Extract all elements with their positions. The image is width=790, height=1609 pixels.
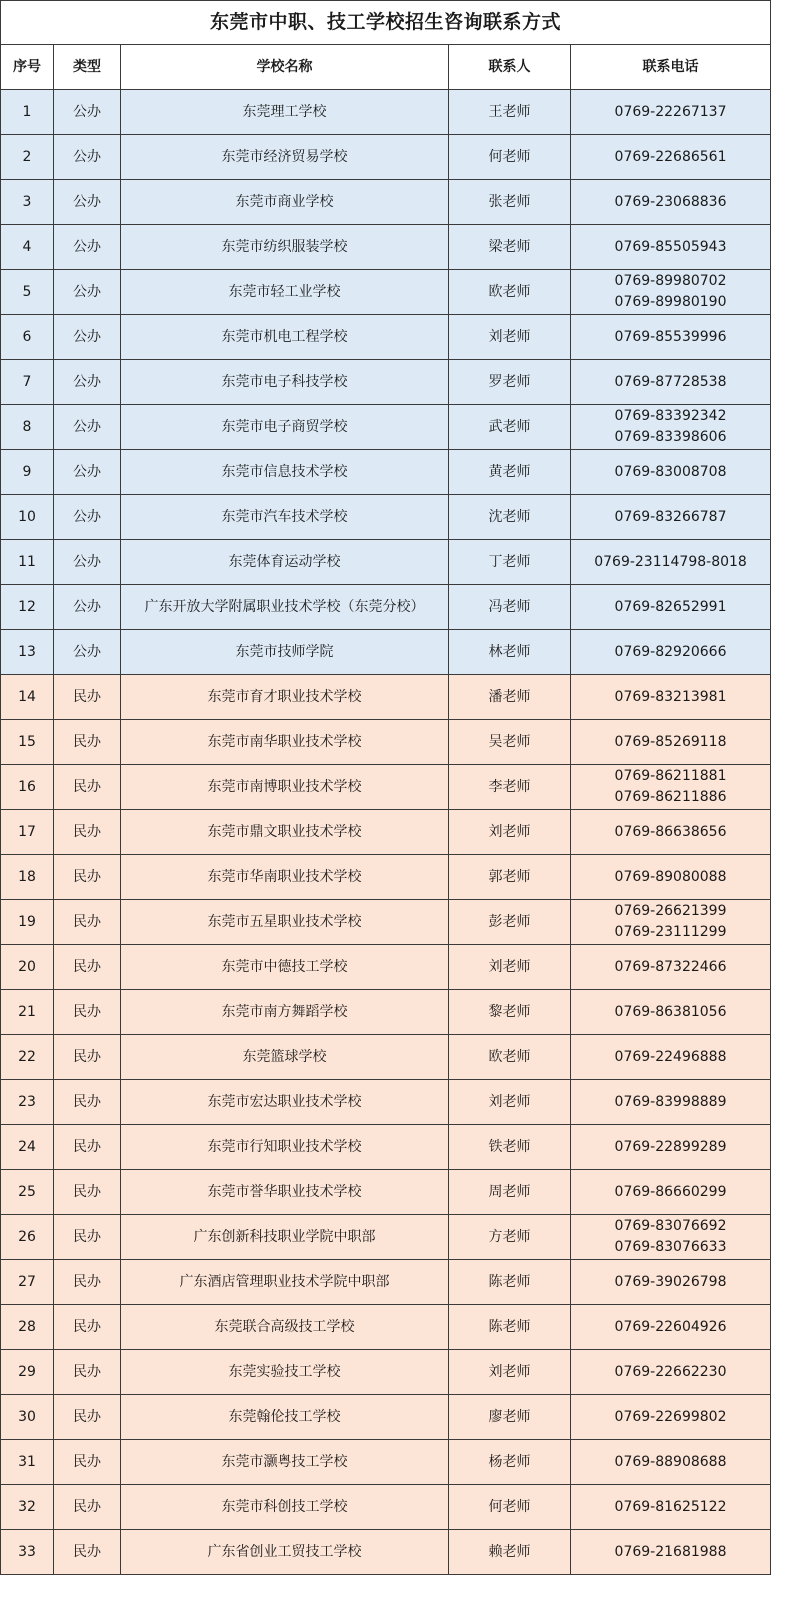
cell-phone xyxy=(571,630,771,675)
cell-phone xyxy=(571,225,771,270)
cell-type: 民办 xyxy=(54,1350,121,1395)
cell-index: 21 xyxy=(1,990,54,1035)
cell-type: 民办 xyxy=(54,1485,121,1530)
phone-number: 0769-86381056 xyxy=(614,1003,727,1020)
phone-number: 0769-23111299 xyxy=(614,924,727,940)
phone-number: 0769-86660299 xyxy=(614,1183,727,1200)
cell-index: 17 xyxy=(1,810,54,855)
cell-phone xyxy=(571,1170,771,1215)
table-row xyxy=(1,675,771,720)
cell-index: 14 xyxy=(1,675,54,720)
table-row xyxy=(1,1305,771,1350)
phone-number: 0769-22699802 xyxy=(614,1408,727,1425)
cell-type: 民办 xyxy=(54,720,121,765)
cell-contact: 冯老师 xyxy=(449,585,571,630)
cell-index: 19 xyxy=(1,900,54,945)
cell-phone xyxy=(571,135,771,180)
cell-school-name: 东莞市科创技工学校 xyxy=(121,1485,449,1530)
table-row xyxy=(1,1035,771,1080)
cell-school-name: 东莞市华南职业技术学校 xyxy=(121,855,449,900)
table-row xyxy=(1,315,771,360)
phone-number: 0769-82920666 xyxy=(614,643,727,660)
cell-school-name: 东莞市电子商贸学校 xyxy=(121,405,449,450)
phone-number: 0769-22899289 xyxy=(614,1138,727,1155)
cell-school-name: 东莞实验技工学校 xyxy=(121,1350,449,1395)
table-row xyxy=(1,855,771,900)
phone-number: 0769-22496888 xyxy=(614,1048,727,1065)
table-body xyxy=(1,90,771,1575)
cell-contact: 林老师 xyxy=(449,630,571,675)
table-row xyxy=(1,180,771,225)
header-contact: 联系人 xyxy=(449,45,571,90)
cell-type: 民办 xyxy=(54,675,121,720)
cell-phone xyxy=(571,900,771,945)
cell-type: 民办 xyxy=(54,855,121,900)
cell-phone xyxy=(571,405,771,450)
cell-contact: 张老师 xyxy=(449,180,571,225)
phone-number: 0769-83076633 xyxy=(614,1239,727,1255)
cell-type: 公办 xyxy=(54,585,121,630)
table-row xyxy=(1,540,771,585)
cell-index: 22 xyxy=(1,1035,54,1080)
cell-school-name: 东莞市南华职业技术学校 xyxy=(121,720,449,765)
cell-type: 公办 xyxy=(54,180,121,225)
cell-contact: 刘老师 xyxy=(449,945,571,990)
phone-number: 0769-86211886 xyxy=(614,789,727,805)
phone-number: 0769-81625122 xyxy=(614,1498,727,1515)
table-row xyxy=(1,1170,771,1215)
table-row xyxy=(1,225,771,270)
cell-phone xyxy=(571,1260,771,1305)
cell-index: 13 xyxy=(1,630,54,675)
cell-contact: 陈老师 xyxy=(449,1260,571,1305)
cell-phone xyxy=(571,180,771,225)
table-row xyxy=(1,1260,771,1305)
table-row xyxy=(1,1440,771,1485)
cell-type: 民办 xyxy=(54,1080,121,1125)
cell-contact: 刘老师 xyxy=(449,810,571,855)
cell-contact: 欧老师 xyxy=(449,270,571,315)
cell-index: 15 xyxy=(1,720,54,765)
table-row xyxy=(1,1395,771,1440)
cell-type: 公办 xyxy=(54,495,121,540)
table-row xyxy=(1,1080,771,1125)
phone-number: 0769-86211881 xyxy=(614,768,727,784)
cell-phone xyxy=(571,360,771,405)
cell-contact: 潘老师 xyxy=(449,675,571,720)
cell-index: 24 xyxy=(1,1125,54,1170)
cell-index: 11 xyxy=(1,540,54,585)
cell-phone xyxy=(571,855,771,900)
phone-number: 0769-83398606 xyxy=(614,429,727,445)
cell-index: 29 xyxy=(1,1350,54,1395)
cell-school-name: 东莞篮球学校 xyxy=(121,1035,449,1080)
cell-index: 32 xyxy=(1,1485,54,1530)
cell-school-name: 东莞市宏达职业技术学校 xyxy=(121,1080,449,1125)
cell-school-name: 东莞市商业学校 xyxy=(121,180,449,225)
cell-type: 民办 xyxy=(54,1305,121,1350)
cell-index: 25 xyxy=(1,1170,54,1215)
cell-phone xyxy=(571,315,771,360)
cell-phone xyxy=(571,1080,771,1125)
phone-number: 0769-89080088 xyxy=(614,868,727,885)
cell-type: 民办 xyxy=(54,1125,121,1170)
cell-phone xyxy=(571,1530,771,1575)
cell-school-name: 东莞市汽车技术学校 xyxy=(121,495,449,540)
cell-school-name: 东莞市南博职业技术学校 xyxy=(121,765,449,810)
phone-number: 0769-87728538 xyxy=(614,373,727,390)
table-row xyxy=(1,1530,771,1575)
cell-school-name: 东莞市信息技术学校 xyxy=(121,450,449,495)
table-row xyxy=(1,585,771,630)
cell-school-name: 东莞联合高级技工学校 xyxy=(121,1305,449,1350)
phone-number: 0769-39026798 xyxy=(614,1273,727,1290)
table-row xyxy=(1,765,771,810)
phone-number: 0769-22686561 xyxy=(614,148,727,165)
cell-contact: 李老师 xyxy=(449,765,571,810)
cell-type: 民办 xyxy=(54,990,121,1035)
cell-type: 民办 xyxy=(54,1035,121,1080)
phone-number: 0769-26621399 xyxy=(614,903,727,919)
cell-index: 3 xyxy=(1,180,54,225)
cell-phone xyxy=(571,1350,771,1395)
cell-school-name: 广东创新科技职业学院中职部 xyxy=(121,1215,449,1260)
cell-type: 民办 xyxy=(54,900,121,945)
cell-school-name: 东莞市轻工业学校 xyxy=(121,270,449,315)
cell-school-name: 东莞市纺织服装学校 xyxy=(121,225,449,270)
phone-number: 0769-82652991 xyxy=(614,598,727,615)
cell-contact: 刘老师 xyxy=(449,1350,571,1395)
phone-number: 0769-85539996 xyxy=(614,328,727,345)
cell-contact: 罗老师 xyxy=(449,360,571,405)
cell-phone xyxy=(571,450,771,495)
cell-phone xyxy=(571,90,771,135)
cell-contact: 沈老师 xyxy=(449,495,571,540)
cell-contact: 方老师 xyxy=(449,1215,571,1260)
cell-phone xyxy=(571,720,771,765)
cell-index: 8 xyxy=(1,405,54,450)
cell-index: 16 xyxy=(1,765,54,810)
cell-index: 28 xyxy=(1,1305,54,1350)
cell-contact: 武老师 xyxy=(449,405,571,450)
cell-school-name: 广东酒店管理职业技术学院中职部 xyxy=(121,1260,449,1305)
cell-school-name: 东莞市机电工程学校 xyxy=(121,315,449,360)
cell-phone xyxy=(571,1305,771,1350)
header-school: 学校名称 xyxy=(121,45,449,90)
phone-number: 0769-83213981 xyxy=(614,688,727,705)
cell-phone xyxy=(571,1440,771,1485)
cell-index: 12 xyxy=(1,585,54,630)
phone-number: 0769-83008708 xyxy=(614,463,727,480)
cell-phone xyxy=(571,540,771,585)
cell-type: 公办 xyxy=(54,135,121,180)
cell-contact: 王老师 xyxy=(449,90,571,135)
cell-phone xyxy=(571,990,771,1035)
cell-type: 民办 xyxy=(54,765,121,810)
cell-phone xyxy=(571,675,771,720)
cell-index: 18 xyxy=(1,855,54,900)
cell-index: 7 xyxy=(1,360,54,405)
cell-school-name: 东莞市五星职业技术学校 xyxy=(121,900,449,945)
cell-contact: 丁老师 xyxy=(449,540,571,585)
cell-index: 10 xyxy=(1,495,54,540)
cell-contact: 郭老师 xyxy=(449,855,571,900)
cell-type: 民办 xyxy=(54,1260,121,1305)
cell-contact: 杨老师 xyxy=(449,1440,571,1485)
cell-contact: 铁老师 xyxy=(449,1125,571,1170)
table-row xyxy=(1,810,771,855)
cell-school-name: 广东省创业工贸技工学校 xyxy=(121,1530,449,1575)
table-row xyxy=(1,1215,771,1260)
cell-index: 9 xyxy=(1,450,54,495)
cell-school-name: 东莞市灏粤技工学校 xyxy=(121,1440,449,1485)
cell-phone xyxy=(571,765,771,810)
cell-contact: 何老师 xyxy=(449,1485,571,1530)
header-index: 序号 xyxy=(1,45,54,90)
cell-index: 2 xyxy=(1,135,54,180)
cell-school-name: 东莞市经济贸易学校 xyxy=(121,135,449,180)
cell-school-name: 东莞市育才职业技术学校 xyxy=(121,675,449,720)
phone-number: 0769-85505943 xyxy=(614,238,727,255)
cell-index: 23 xyxy=(1,1080,54,1125)
table-row xyxy=(1,495,771,540)
table-row xyxy=(1,720,771,765)
table-row xyxy=(1,945,771,990)
cell-contact: 陈老师 xyxy=(449,1305,571,1350)
phone-number: 0769-22604926 xyxy=(614,1318,727,1335)
phone-number: 0769-22267137 xyxy=(614,103,727,120)
cell-phone xyxy=(571,1215,771,1260)
cell-type: 民办 xyxy=(54,810,121,855)
phone-number: 0769-83076692 xyxy=(614,1218,727,1234)
table-row xyxy=(1,405,771,450)
cell-school-name: 东莞市鼎文职业技术学校 xyxy=(121,810,449,855)
table-row xyxy=(1,1485,771,1530)
table-title: 东莞市中职、技工学校招生咨询联系方式 xyxy=(1,1,771,45)
cell-school-name: 东莞市行知职业技术学校 xyxy=(121,1125,449,1170)
cell-school-name: 东莞市电子科技学校 xyxy=(121,360,449,405)
cell-type: 公办 xyxy=(54,540,121,585)
cell-phone xyxy=(571,270,771,315)
cell-contact: 吴老师 xyxy=(449,720,571,765)
cell-index: 30 xyxy=(1,1395,54,1440)
table-row xyxy=(1,1125,771,1170)
table-row xyxy=(1,135,771,180)
cell-type: 公办 xyxy=(54,630,121,675)
cell-contact: 何老师 xyxy=(449,135,571,180)
header-type: 类型 xyxy=(54,45,121,90)
cell-phone xyxy=(571,810,771,855)
cell-type: 公办 xyxy=(54,225,121,270)
phone-number: 0769-87322466 xyxy=(614,958,727,975)
cell-contact: 彭老师 xyxy=(449,900,571,945)
phone-number: 0769-83392342 xyxy=(614,408,727,424)
cell-phone xyxy=(571,1395,771,1440)
cell-school-name: 东莞市南方舞蹈学校 xyxy=(121,990,449,1035)
cell-index: 26 xyxy=(1,1215,54,1260)
cell-school-name: 东莞体育运动学校 xyxy=(121,540,449,585)
cell-index: 27 xyxy=(1,1260,54,1305)
phone-number: 0769-22662230 xyxy=(614,1363,727,1380)
cell-type: 公办 xyxy=(54,270,121,315)
cell-contact: 刘老师 xyxy=(449,315,571,360)
cell-contact: 欧老师 xyxy=(449,1035,571,1080)
cell-phone xyxy=(571,1125,771,1170)
table-row xyxy=(1,900,771,945)
cell-phone xyxy=(571,495,771,540)
cell-index: 5 xyxy=(1,270,54,315)
phone-number: 0769-85269118 xyxy=(614,733,727,750)
cell-contact: 刘老师 xyxy=(449,1080,571,1125)
cell-type: 民办 xyxy=(54,1395,121,1440)
table-row xyxy=(1,990,771,1035)
cell-contact: 梁老师 xyxy=(449,225,571,270)
cell-school-name: 东莞理工学校 xyxy=(121,90,449,135)
header-phone: 联系电话 xyxy=(571,45,771,90)
table-row xyxy=(1,270,771,315)
cell-index: 33 xyxy=(1,1530,54,1575)
cell-phone xyxy=(571,1035,771,1080)
cell-phone xyxy=(571,585,771,630)
table-row xyxy=(1,1350,771,1395)
phone-number: 0769-83998889 xyxy=(614,1093,727,1110)
phone-number: 0769-23068836 xyxy=(614,193,727,210)
phone-number: 0769-83266787 xyxy=(614,508,727,525)
phone-number: 0769-21681988 xyxy=(614,1543,727,1560)
cell-type: 公办 xyxy=(54,450,121,495)
cell-index: 6 xyxy=(1,315,54,360)
cell-type: 民办 xyxy=(54,1530,121,1575)
cell-type: 公办 xyxy=(54,315,121,360)
cell-type: 公办 xyxy=(54,360,121,405)
cell-index: 20 xyxy=(1,945,54,990)
cell-phone xyxy=(571,1485,771,1530)
cell-contact: 周老师 xyxy=(449,1170,571,1215)
cell-school-name: 东莞市誉华职业技术学校 xyxy=(121,1170,449,1215)
cell-contact: 黄老师 xyxy=(449,450,571,495)
cell-contact: 赖老师 xyxy=(449,1530,571,1575)
cell-school-name: 东莞市技师学院 xyxy=(121,630,449,675)
cell-type: 民办 xyxy=(54,1170,121,1215)
phone-number: 0769-89980190 xyxy=(614,294,727,310)
cell-type: 民办 xyxy=(54,1440,121,1485)
phone-number: 0769-88908688 xyxy=(614,1453,727,1470)
cell-school-name: 广东开放大学附属职业技术学校（东莞分校） xyxy=(121,585,449,630)
cell-school-name: 东莞市中德技工学校 xyxy=(121,945,449,990)
phone-number: 0769-89980702 xyxy=(614,273,727,289)
table-row xyxy=(1,630,771,675)
cell-contact: 黎老师 xyxy=(449,990,571,1035)
cell-index: 1 xyxy=(1,90,54,135)
cell-school-name: 东莞翰伦技工学校 xyxy=(121,1395,449,1440)
phone-number: 0769-23114798-8018 xyxy=(594,553,747,570)
table-row xyxy=(1,450,771,495)
table-row xyxy=(1,360,771,405)
cell-type: 公办 xyxy=(54,90,121,135)
phone-number: 0769-86638656 xyxy=(614,823,727,840)
table-row xyxy=(1,90,771,135)
cell-type: 民办 xyxy=(54,1215,121,1260)
cell-contact: 廖老师 xyxy=(449,1395,571,1440)
cell-type: 公办 xyxy=(54,405,121,450)
cell-index: 4 xyxy=(1,225,54,270)
cell-phone xyxy=(571,945,771,990)
cell-index: 31 xyxy=(1,1440,54,1485)
cell-type: 民办 xyxy=(54,945,121,990)
